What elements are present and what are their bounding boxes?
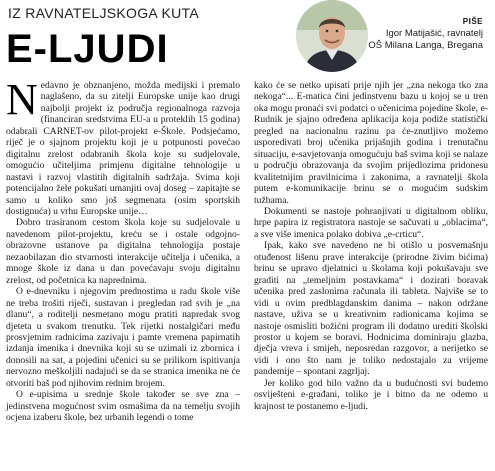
author-role-label: PIŠE xyxy=(462,17,483,26)
author-portrait-icon xyxy=(296,0,368,72)
article-title: E-LJUDI xyxy=(6,27,169,71)
article-paragraph: Dokumenti se nastoje pohranjivati u digitalnom obliku, hrpe papira iz registratora nastoje se sačuvati u „oblacima“, a sve više imenica polako dobiva „e-crticu“. xyxy=(254,205,488,240)
article-paragraph: Dobro trasiranom cestom škola koje su sudjelovale u navedenom pilot-projektu, kreću se i ostale odgojno-obrazovne ustanove pa digitalna tehnologija postaje nezaobilazan dio stvarnosti interakcije učitelja i učenika, a mnoge škole iz dana u dan povećavaju svoju digitalnu zrelost, od početnica ka naprednima. xyxy=(6,217,240,286)
article-paragraph: O e-dnevniku i njegovim prednostima u radu škole više ne treba trošiti riječi, sustavan i pregledan rad svih je „na dlanu“, a roditelji nesmetano mogu pratiti napredak svog djeteta u svakom trenutku. Tek rijetki nostalgičari među prosvjetnim radnicima zazivaju i pamte vremena papirnatih izdanja imenika i dnevnika koji su se uzimali iz zbornica i donosili na sat, a pojedini učenici su se prilikom ispitivanja nervozno meškoljili nadajući se da se stranica imenika ne će otvoriti baš pod njihovim rednim brojem. xyxy=(6,286,240,389)
author-school: OŠ Milana Langa, Bregana xyxy=(368,40,483,51)
author-photo xyxy=(296,0,368,72)
article-column-left xyxy=(6,75,240,424)
paragraph-text: edavno je obznanjeno, možda medijski i premalo naglašeno, da su zitelji Europske unije kao drugi najbolji projekt iz područja regionalnoga razvoja (financiran sredstvima EU-a u proteklih 15 godina) odabrali CARNET-ov pilot-projekt e-Škole. Podsjećamo, riječ je o sjajnom projektu koji je u potpunosti povećao digitalnu zrelost odabranih škola koje su sudjelovale, omogućio učiteljima primjenu digitalne tehnologije u nastavi i razvoj vlastitih digitalnih sadržaja. Svima koji potencijalno žele pokušati umanjiti ovaj doseg – zapitajte se samo u koliko smo još segmenata (osim sportskih dostignuća) u vrhu Europske unije… xyxy=(6,80,240,217)
section-kicker: IZ RAVNATELJSKOGA KUTA xyxy=(8,5,199,21)
article-paragraph: Jer koliko god bilo važno da u budućnosti svi budemo osviješteni e-građani, toliko je i bitno da ne odemo u krajnost te postanemo e-ljudi. xyxy=(254,377,488,412)
article-paragraph: Ipak, kako sve navedeno ne bi otišlo u posvemašnju otuđenost lišenu prave interakcije (prirodne živim bićima) brinu se upravo djelatnici u školama koji pokušavaju sve graditi na „temeljnim postavkama“ i dozirati boravak učenika pred zaslonima računala ili tableta. Najviše se to vidi u ovim predblagdanskim danima – nakon održane nastave, uživa se u kreativnim radionicama kojima se nastoje osmisliti božićni program ili dodatno urediti školski prostor u kojem se boravi. Hodnicima dominiraju glazba, dječja vreva i smijeh, neposredan razgovor, a nerijetko se vidi i ono što nam je toliko nedostajalo za vrijeme pandemije – spontani zagrljaj. xyxy=(254,240,488,378)
article-paragraph xyxy=(6,75,240,217)
article-paragraph: O e-upisima u srednje škole također se sve zna – jedinstvena mogućnost svim osmašima da na temelju svojih ocjena izaberu škole, bez urbanih legendi o tome xyxy=(6,389,240,424)
author-name: Igor Matijašić, ravnatelj xyxy=(385,28,483,39)
article-column-right xyxy=(254,80,488,412)
article-paragraph: kako će se netko upisati prije njih jer „zna nekoga tko zna nekoga“... E-matica čini jedinstvenu bazu u kojoj se u tren oka mogu pronaći svi podatci o učenicima pojedine škole, e-Rudnik je sjajno određena aplikacija koja podiže statistički pregled na nacionalnu razinu pa će-znutljivo možemo usporedivati broj učenika prijašnjih godina i trenutačnu situaciju, e-savjetovanja omogućuju baš svima koji se nalaze u području obrazovanja da svojim prijedlozima pridonesu kvalitetnijim pravilnicima i zakonima, a ravnatelji škola putem e-komunikacije brinu se o mogućim sudskim tužbama. xyxy=(254,80,488,206)
drop-cap: N xyxy=(6,75,38,124)
author-box xyxy=(296,0,495,80)
